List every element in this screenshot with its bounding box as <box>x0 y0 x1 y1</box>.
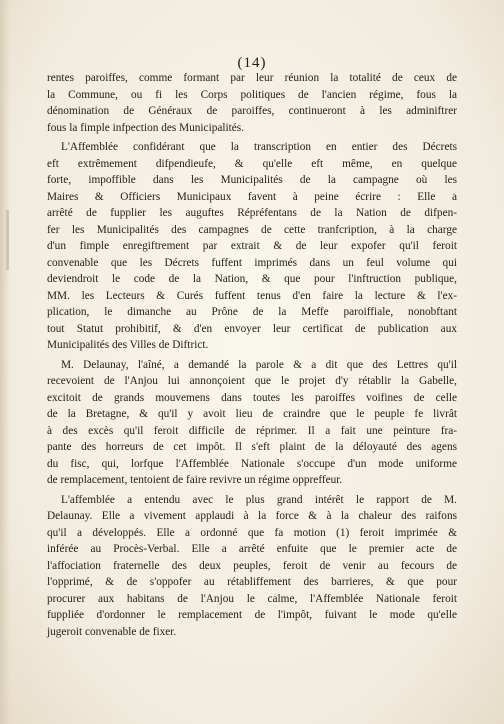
text-line: pante des horreurs de cet impôt. Il s'eft plaint de la déloyauté des agens <box>47 441 457 453</box>
text-line: eft extrêmement difpendieufe, & qu'elle eft même, en quelque <box>47 157 457 170</box>
text-line: Maires & Officiers Municipaux favent à peine écrire : Elle a <box>47 190 457 203</box>
text-line: Delaunay. Elle a vivement applaudi à la force & à la chaleur des raifons <box>47 510 457 522</box>
text-line: M. Delaunay, l'aîné, a demandé la parole & a dit que des Lettres qu'il <box>61 358 457 371</box>
paragraph-1 <box>47 70 457 136</box>
paragraph-3 <box>47 357 457 489</box>
text-line: procurer aux habitans de l'Anjou le calme, l'Affemblée Nationale feroit <box>47 592 457 605</box>
text-line: fer les Municipalités des campagnes de cette tranfcription, à la charge <box>47 223 457 236</box>
text-line: l'opprimé, & de s'oppofer au rétabliffement des barrieres, & que pour <box>47 576 457 588</box>
text-line: arrêté de fupplier les auguftes Répréfentans de la Nation de difpen- <box>47 207 457 219</box>
text-line: rentes paroiffes, comme formant par leur réunion la totalité de ceux de <box>47 72 457 84</box>
text-line: Municipalités des Villes de Diftrict. <box>47 339 209 351</box>
text-line: fous la fimple infpection des Municipalités. <box>47 121 245 134</box>
text-line: tout Statut prohibitif, & d'en envoyer leur certificat de publication aux <box>47 322 457 335</box>
text-line: jugeroit convenable de fixer. <box>47 625 177 638</box>
text-line: du fisc, qui, lorfque l'Affemblée Nationale s'occupe d'un mode uniforme <box>47 457 457 470</box>
text-line: l'affociation fraternelle des deux peuples, feroit de venir au fecours de <box>47 559 457 572</box>
text-line: recevoient de l'Anjou lui annonçoient que le projet d'y rétablir la Gabelle, <box>47 375 457 387</box>
text-line: forte, impoffible dans les Municipalités de la campagne où les <box>47 174 457 186</box>
page-number: (14) <box>237 55 267 71</box>
page-edge-shadow <box>0 0 10 724</box>
text-line: de la Bretagne, & qu'il y avoit lieu de craindre que le peuple fe livrât <box>47 408 457 420</box>
text-line: excitoit de grands mouvemens dans toutes les paroiffes voifines de celle <box>47 391 457 404</box>
text-line: fuppliée d'ordonner le remplacement de l'impôt, fuivant le mode qu'elle <box>47 609 457 621</box>
text-line: la Commune, ou fi les Corps politiques de l'ancien régime, fous la <box>47 88 457 101</box>
text-line: qu'il a développés. Elle a ordonné que fa motion (1) feroit imprimée & <box>47 526 457 539</box>
text-line: à des excès qu'il feroit difficile de réprimer. Il a fait une peinture fra- <box>47 424 457 437</box>
text-line: L'Affemblée confidérant que la transcription en entier des Décrets <box>61 141 457 153</box>
text-line: deviendroit le code de la Nation, & que pour l'inftruction publique, <box>47 273 457 285</box>
text-line: MM. les Lecteurs & Curés fuffent tenus d'en faire la lecture & l'ex- <box>47 289 457 302</box>
text-line: inférée au Procès-Verbal. Elle a arrêté enfuite que le premier acte de <box>47 543 457 555</box>
text-line: L'affemblée a entendu avec le plus grand intérêt le rapport de M. <box>61 493 457 506</box>
text-line: dénomination de Généraux de paroiffes, continueront à les adminiftrer <box>47 105 457 117</box>
margin-mark <box>6 210 9 270</box>
text-line: plication, le dimanche au Prône de la Meffe paroiffiale, nonobftant <box>47 306 457 318</box>
text-line: d'un fimple enregiftrement par extrait & de leur expofer qu'il feroit <box>47 240 457 252</box>
paragraph-4 <box>47 492 457 641</box>
body-text <box>47 70 457 640</box>
text-line: de remplacement, tentoient de faire revivre un régime oppreffeur. <box>47 474 343 486</box>
text-line: convenable que les Décrets fuffent imprimés dans un feul volume qui <box>47 256 457 269</box>
paragraph-2 <box>47 139 457 354</box>
